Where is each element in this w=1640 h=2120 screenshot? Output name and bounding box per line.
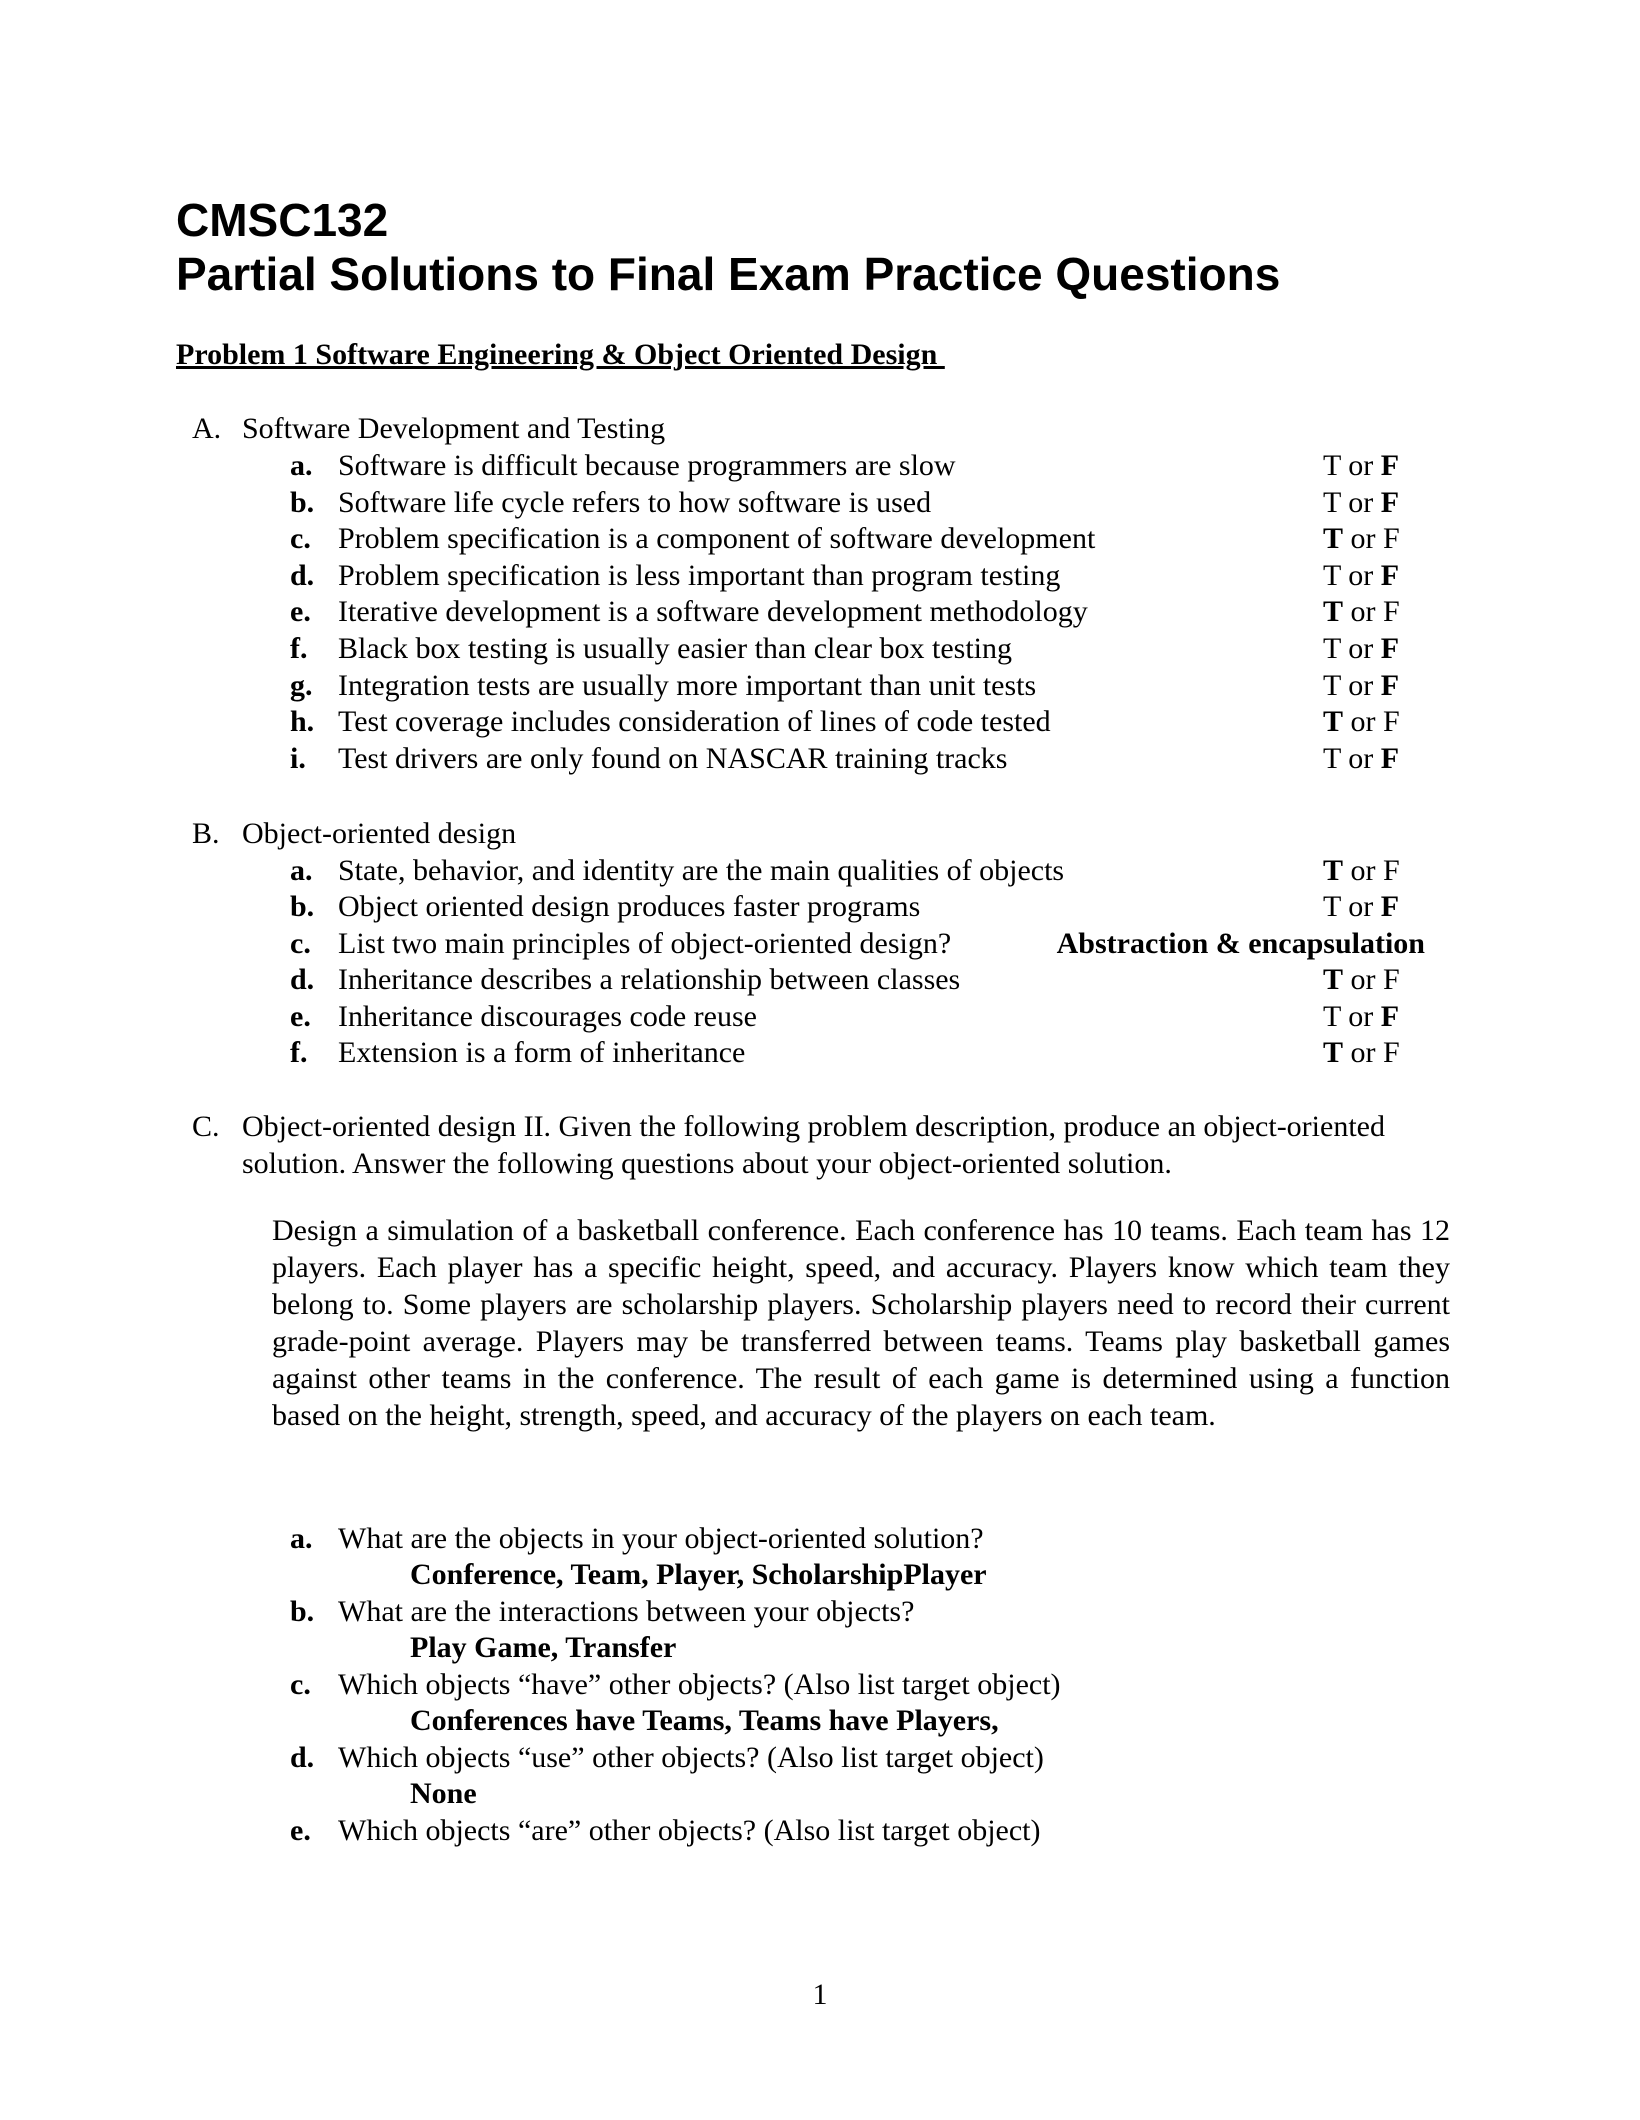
item-letter: i. bbox=[290, 741, 306, 775]
section-letter: C. bbox=[192, 1110, 220, 1143]
or-text: or bbox=[1340, 668, 1381, 702]
item-question: Software life cycle refers to how software is used bbox=[338, 485, 932, 519]
item-letter: e. bbox=[290, 999, 311, 1033]
true-false-answer bbox=[1323, 740, 1399, 777]
section-title: Software Development and Testing bbox=[242, 412, 666, 445]
section-title: Object-oriented design II. Given the following problem description, produce an object-oriented solution. Answer the following questions about your object-oriented solution. bbox=[242, 1110, 1385, 1180]
item-question: Test drivers are only found on NASCAR training tracks bbox=[338, 741, 1008, 775]
true-option: T bbox=[1323, 963, 1344, 997]
list-item bbox=[0, 520, 1640, 557]
true-false-answer bbox=[1323, 667, 1399, 704]
or-text: or bbox=[1340, 999, 1381, 1033]
false-option: F bbox=[1380, 632, 1400, 665]
list-item bbox=[0, 593, 1640, 630]
true-option: T bbox=[1323, 558, 1341, 592]
list-item bbox=[0, 667, 1640, 704]
item-letter: e. bbox=[290, 595, 311, 629]
item-question: Inheritance describes a relationship between classes bbox=[338, 963, 961, 997]
false-option: F bbox=[1380, 485, 1400, 519]
true-option: T bbox=[1323, 1036, 1344, 1069]
or-text: or bbox=[1340, 558, 1381, 592]
item-question: List two main principles of object-oriented design? bbox=[338, 926, 952, 960]
false-option: F bbox=[1380, 668, 1400, 702]
item-answer: Play Game, Transfer bbox=[410, 1631, 677, 1664]
true-false-answer bbox=[1323, 998, 1399, 1035]
or-text: or bbox=[1343, 854, 1384, 887]
true-false-answer bbox=[1323, 447, 1399, 484]
item-letter: a. bbox=[290, 449, 313, 482]
or-text: or bbox=[1343, 705, 1384, 739]
item-letter: b. bbox=[290, 890, 315, 924]
item-question: Software is difficult because programmers are slow bbox=[338, 449, 956, 482]
true-false-answer bbox=[1323, 1034, 1400, 1071]
item-answer: Conference, Team, Player, ScholarshipPlayer bbox=[410, 1558, 987, 1591]
item-question: What are the interactions between your objects? bbox=[338, 1595, 915, 1628]
list-item bbox=[0, 998, 1640, 1035]
list-item bbox=[0, 557, 1640, 594]
problem-description: Design a simulation of a basketball conference. Each conference has 10 teams. Each team has 12 players. Each player has a specific height, speed, and accuracy. Players know which team they belong to. Some players are scholarship players. Scholarship players need to record their current grade-point average. Players may be transferred between teams. Teams play basketball games against other teams in the conference. The result of each game is determined using a function based on the height, strength, speed, and accuracy of the players on each team. bbox=[272, 1214, 1450, 1432]
section-letter: B. bbox=[192, 817, 220, 850]
true-false-answer bbox=[1323, 593, 1400, 630]
list-item bbox=[0, 925, 1640, 962]
item-letter: a. bbox=[290, 1522, 313, 1555]
item-answer: Abstraction & encapsulation bbox=[1056, 926, 1425, 960]
item-letter: c. bbox=[290, 926, 311, 960]
list-item bbox=[0, 484, 1640, 521]
item-letter: e. bbox=[290, 1814, 311, 1847]
false-option: F bbox=[1383, 1036, 1400, 1069]
list-item bbox=[0, 447, 1640, 484]
true-false-answer bbox=[1323, 557, 1399, 594]
item-question: Inheritance discourages code reuse bbox=[338, 999, 757, 1033]
item-question: Which objects “use” other objects? (Also list target object) bbox=[338, 1741, 1044, 1774]
list-item bbox=[0, 740, 1640, 777]
false-option: F bbox=[1383, 705, 1400, 739]
true-option: T bbox=[1323, 741, 1341, 775]
list-item bbox=[0, 852, 1640, 889]
item-letter: a. bbox=[290, 854, 313, 887]
list-item bbox=[0, 1520, 1640, 1557]
true-false-answer bbox=[1323, 888, 1399, 925]
item-question: Problem specification is a component of software development bbox=[338, 522, 1096, 556]
or-text: or bbox=[1343, 522, 1384, 556]
list-item bbox=[0, 1593, 1640, 1630]
list-item bbox=[0, 1666, 1640, 1703]
item-question: Problem specification is less important than program testing bbox=[338, 558, 1061, 592]
list-item bbox=[0, 888, 1640, 925]
list-item bbox=[0, 1739, 1640, 1776]
item-question: Object oriented design produces faster programs bbox=[338, 890, 921, 924]
true-option: T bbox=[1323, 449, 1341, 482]
true-option: T bbox=[1323, 668, 1341, 702]
item-letter: g. bbox=[290, 668, 313, 702]
course-title: CMSC132 bbox=[176, 194, 389, 246]
item-letter: d. bbox=[290, 558, 315, 592]
section-title: Object-oriented design bbox=[242, 817, 517, 850]
true-false-answer bbox=[1323, 484, 1399, 521]
or-text: or bbox=[1343, 595, 1384, 629]
or-text: or bbox=[1340, 890, 1381, 924]
true-option: T bbox=[1323, 595, 1344, 629]
true-false-answer bbox=[1323, 703, 1400, 740]
list-item bbox=[0, 1812, 1640, 1849]
item-letter: b. bbox=[290, 485, 315, 519]
true-false-answer bbox=[1323, 520, 1400, 557]
false-option: F bbox=[1383, 595, 1400, 629]
true-false-answer bbox=[1323, 961, 1400, 998]
or-text: or bbox=[1340, 632, 1381, 665]
item-letter: b. bbox=[290, 1595, 315, 1628]
or-text: or bbox=[1343, 963, 1384, 997]
item-letter: c. bbox=[290, 522, 311, 556]
item-answer: None bbox=[410, 1777, 477, 1810]
or-text: or bbox=[1340, 741, 1381, 775]
item-letter: h. bbox=[290, 705, 315, 739]
false-option: F bbox=[1383, 963, 1400, 997]
false-option: F bbox=[1380, 449, 1400, 482]
item-letter: d. bbox=[290, 963, 315, 997]
item-letter: f. bbox=[290, 632, 308, 665]
false-option: F bbox=[1380, 999, 1400, 1033]
item-answer: Conferences have Teams, Teams have Players, bbox=[410, 1704, 999, 1737]
false-option: F bbox=[1380, 890, 1400, 924]
list-item bbox=[0, 961, 1640, 998]
item-question: Integration tests are usually more important than unit tests bbox=[338, 668, 1037, 702]
or-text: or bbox=[1340, 485, 1381, 519]
document-title: Partial Solutions to Final Exam Practice Questions bbox=[176, 248, 1281, 300]
section-letter: A. bbox=[192, 412, 222, 445]
item-letter: f. bbox=[290, 1036, 308, 1069]
or-text: or bbox=[1343, 1036, 1384, 1069]
item-question: Which objects “are” other objects? (Also list target object) bbox=[338, 1814, 1041, 1847]
true-option: T bbox=[1323, 632, 1341, 665]
true-option: T bbox=[1323, 854, 1344, 887]
item-question: Iterative development is a software development methodology bbox=[338, 595, 1088, 629]
list-item bbox=[0, 1034, 1640, 1071]
item-question: Extension is a form of inheritance bbox=[338, 1036, 746, 1069]
item-question: What are the objects in your object-oriented solution? bbox=[338, 1522, 984, 1555]
or-text: or bbox=[1340, 449, 1381, 482]
item-question: State, behavior, and identity are the main qualities of objects bbox=[338, 854, 1065, 887]
true-false-answer bbox=[1323, 852, 1400, 889]
false-option: F bbox=[1380, 558, 1400, 592]
list-item bbox=[0, 630, 1640, 667]
problem-heading: Problem 1 Software Engineering & Object Oriented Design bbox=[176, 338, 945, 371]
item-question: Test coverage includes consideration of lines of code tested bbox=[338, 705, 1051, 739]
true-option: T bbox=[1323, 890, 1341, 924]
true-option: T bbox=[1323, 705, 1344, 739]
item-question: Which objects “have” other objects? (Also list target object) bbox=[338, 1668, 1061, 1701]
false-option: F bbox=[1383, 522, 1400, 556]
item-question: Black box testing is usually easier than clear box testing bbox=[338, 632, 1013, 665]
false-option: F bbox=[1383, 854, 1400, 887]
false-option: F bbox=[1380, 741, 1400, 775]
list-item bbox=[0, 703, 1640, 740]
true-option: T bbox=[1323, 999, 1341, 1033]
true-false-answer bbox=[1323, 630, 1399, 667]
page-number: 1 bbox=[812, 1978, 828, 2011]
item-letter: d. bbox=[290, 1741, 315, 1774]
true-option: T bbox=[1323, 522, 1344, 556]
true-option: T bbox=[1323, 485, 1341, 519]
item-letter: c. bbox=[290, 1668, 311, 1701]
